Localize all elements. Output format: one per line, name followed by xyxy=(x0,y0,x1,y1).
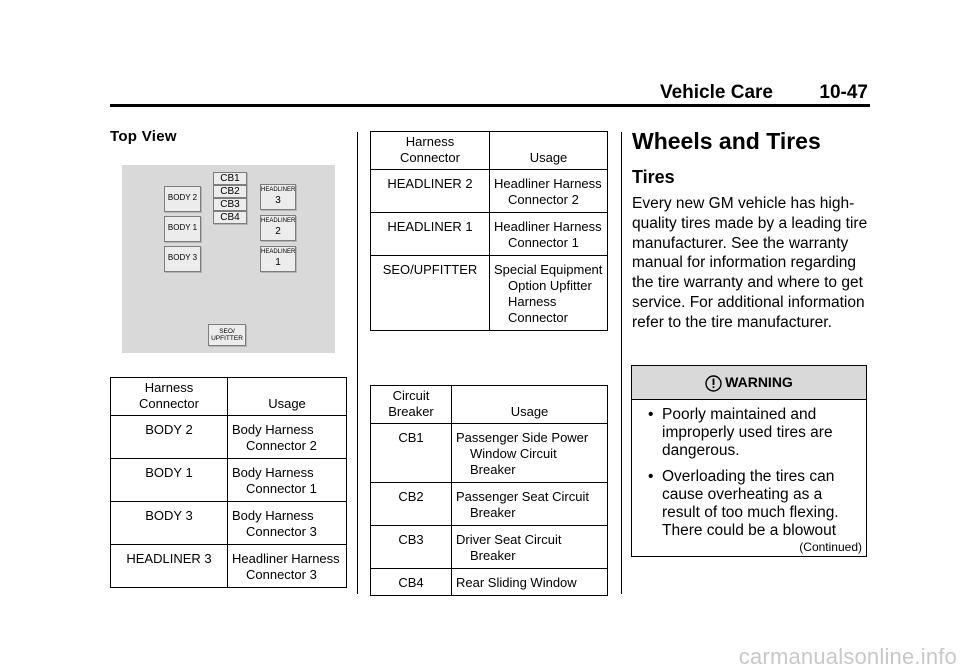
continued-note: (Continued) xyxy=(799,540,862,554)
usage-cell: Special Equipment Option Upfitter Harness Connector xyxy=(490,256,608,331)
table-row xyxy=(371,170,608,213)
usage-cell: Headliner Harness Connector 1 xyxy=(490,213,608,256)
bullet-icon: • xyxy=(648,406,654,423)
column-divider-left xyxy=(357,132,358,594)
table-row xyxy=(371,424,608,483)
connector-headliner1 xyxy=(260,246,296,272)
seo-label-line1: SEO/ xyxy=(219,328,235,335)
seo-label-line2: UPFITTER xyxy=(211,335,243,343)
table-row xyxy=(371,213,608,256)
section-heading: Wheels and Tires xyxy=(632,128,821,154)
table-row xyxy=(111,459,347,502)
headliner-label: HEADLINER xyxy=(261,187,296,193)
header-rule xyxy=(110,104,870,107)
section-title: Vehicle Care xyxy=(659,82,773,103)
table-row xyxy=(111,545,347,588)
breaker-cell: CB2 xyxy=(371,483,452,526)
connector-cell: SEO/UPFITTER xyxy=(371,256,490,331)
usage-cell: Passenger Seat Circuit Breaker xyxy=(452,483,608,526)
circuit-breaker-table xyxy=(370,385,608,596)
usage-cell: Body Harness Connector 3 xyxy=(228,502,347,545)
headliner-label: HEADLINER xyxy=(261,218,296,224)
connector-cell: BODY 2 xyxy=(111,416,228,459)
usage-cell: Headliner Harness Connector 2 xyxy=(490,170,608,213)
connector-body1: BODY 1 xyxy=(164,216,201,242)
headliner-label: HEADLINER xyxy=(261,249,296,255)
list-item: • Poorly maintained and improperly used tires are dangerous. xyxy=(648,406,833,459)
connector-cell: HEADLINER 1 xyxy=(371,213,490,256)
usage-cell: Driver Seat Circuit Breaker xyxy=(452,526,608,569)
page-number: 10-47 xyxy=(819,82,868,103)
headliner-number: 2 xyxy=(275,225,281,237)
usage-cell: Body Harness Connector 1 xyxy=(228,459,347,502)
column-header-connector: Harness Connector xyxy=(111,378,228,416)
watermark: carmanualsonline.info xyxy=(738,644,957,669)
headliner-number: 3 xyxy=(275,194,281,206)
headliner-number: 1 xyxy=(275,256,281,268)
usage-cell: Passenger Side Power Window Circuit Breaker xyxy=(452,424,608,483)
warning-box xyxy=(631,365,867,557)
breaker-cell: CB3 xyxy=(371,526,452,569)
page-header xyxy=(110,82,870,104)
breaker-cb4: CB4 xyxy=(213,211,247,224)
body-paragraph: Every new GM vehicle has high-quality tires made by a leading tire manufacturer. See the warranty manual for information regarding the tire warranty and where to get service. For additional information refer to the tire manufacturer. xyxy=(632,195,868,331)
connector-cell: HEADLINER 3 xyxy=(111,545,228,588)
breaker-cb1: CB1 xyxy=(213,172,247,185)
usage-cell: Headliner Harness Connector 3 xyxy=(228,545,347,588)
fuse-block-diagram xyxy=(122,165,335,353)
warning-circle-icon xyxy=(705,367,722,400)
usage-cell: Body Harness Connector 2 xyxy=(228,416,347,459)
table-row xyxy=(371,256,608,331)
column-header-breaker: Circuit Breaker xyxy=(371,386,452,424)
connector-body3: BODY 3 xyxy=(164,246,201,272)
warning-header xyxy=(632,366,866,400)
connector-headliner2 xyxy=(260,215,296,241)
warning-list xyxy=(632,400,866,540)
table-row xyxy=(371,483,608,526)
breaker-cell: CB1 xyxy=(371,424,452,483)
column-header-connector: Harness Connector xyxy=(371,132,490,170)
connector-cell: HEADLINER 2 xyxy=(371,170,490,213)
breaker-cell: CB4 xyxy=(371,569,452,596)
table-row xyxy=(111,502,347,545)
column-header-usage: Usage xyxy=(490,132,608,170)
bullet-icon: • xyxy=(648,468,654,485)
table-row xyxy=(111,416,347,459)
column-divider-right xyxy=(621,132,622,594)
table-row xyxy=(371,569,608,596)
connector-cell: BODY 3 xyxy=(111,502,228,545)
connector-cell: BODY 1 xyxy=(111,459,228,502)
harness-table-middle xyxy=(370,131,608,331)
connector-body2: BODY 2 xyxy=(164,186,201,212)
table-row xyxy=(371,526,608,569)
breaker-cb2: CB2 xyxy=(213,185,247,198)
column-header-usage: Usage xyxy=(452,386,608,424)
subsection-heading: Tires xyxy=(632,167,675,187)
connector-seo-upfitter xyxy=(208,324,246,346)
list-item: • Overloading the tires can cause overheating as a result of too much flexing. There could be a blowout xyxy=(648,468,839,539)
connector-headliner3 xyxy=(260,184,296,210)
usage-cell: Rear Sliding Window xyxy=(452,569,608,596)
column-header-usage: Usage xyxy=(228,378,347,416)
harness-table-left xyxy=(110,377,347,588)
warning-title: WARNING xyxy=(725,374,793,390)
breaker-cb3: CB3 xyxy=(213,198,247,211)
top-view-heading: Top View xyxy=(110,128,177,145)
